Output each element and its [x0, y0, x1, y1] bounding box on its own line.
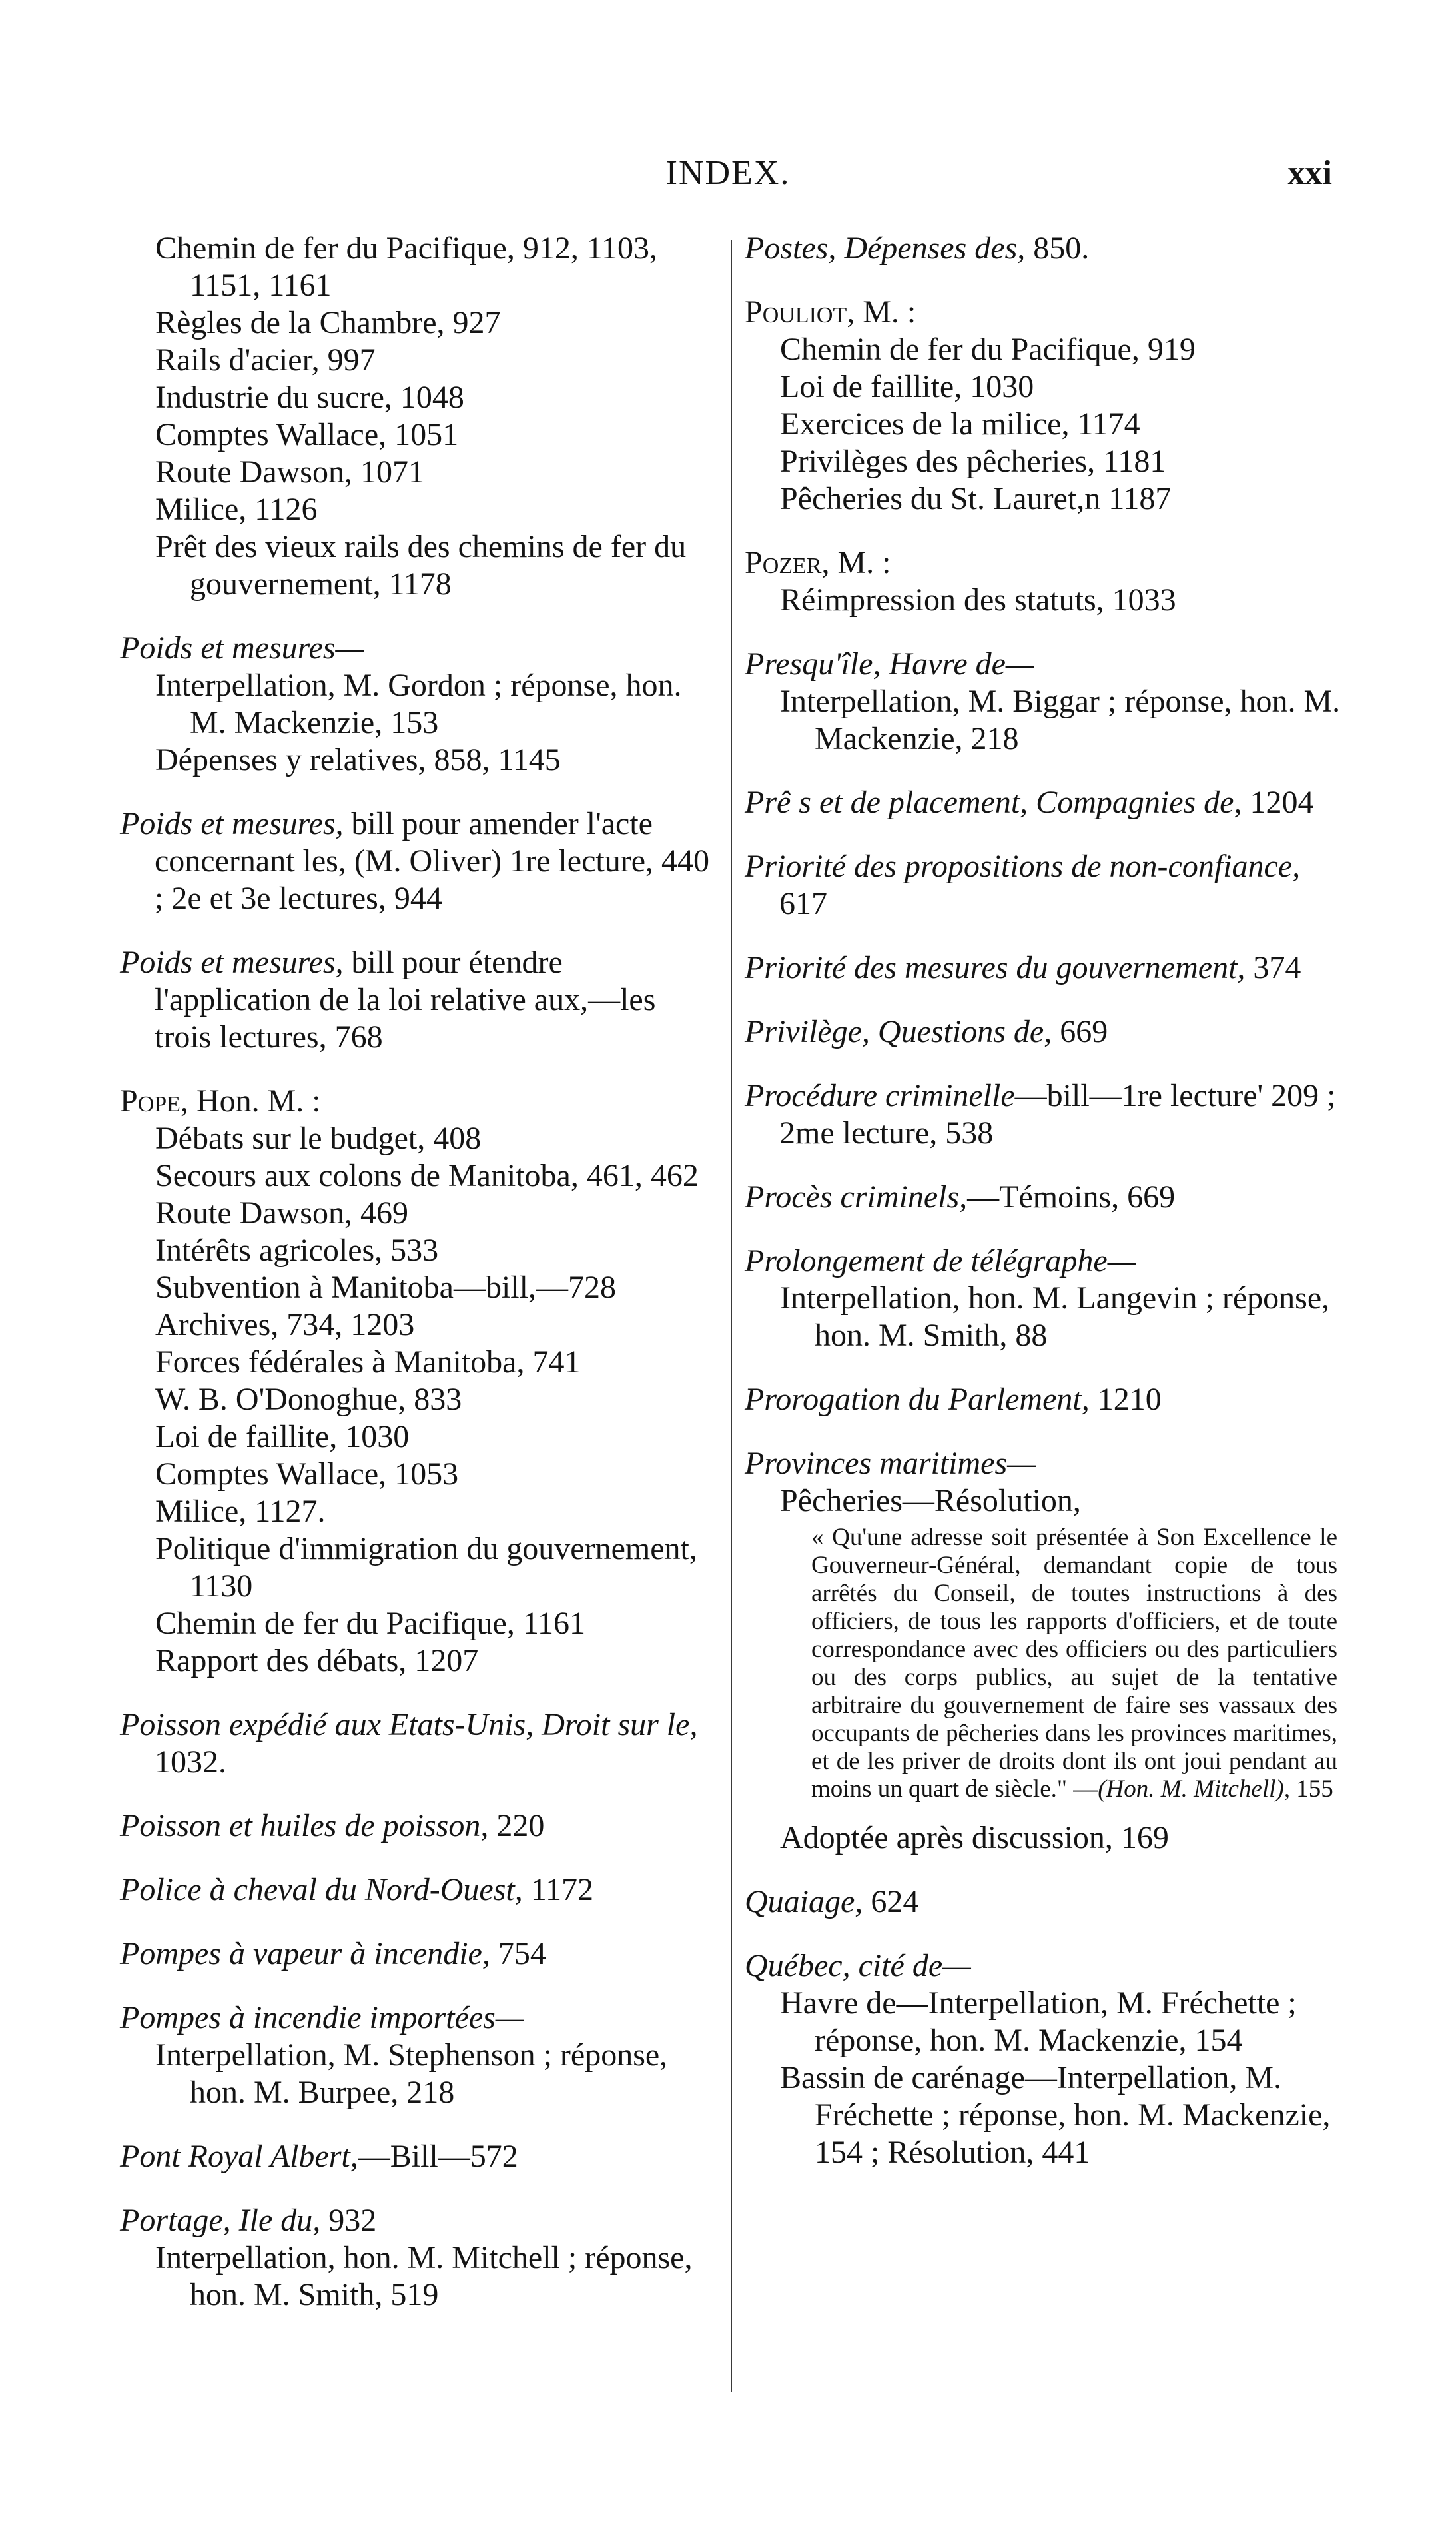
- heading-name: Pouliot: [745, 294, 847, 330]
- heading-title: Prê s et de placement, Compagnies de,: [745, 785, 1242, 820]
- index-subentry: Archives, 734, 1203: [155, 1307, 415, 1342]
- heading-title: Procédure criminelle: [745, 1078, 1015, 1113]
- index-subentry: Route Dawson, 1071: [155, 454, 424, 490]
- index-subentry: Milice, 1127.: [155, 1494, 326, 1529]
- index-quote: [745, 1524, 1344, 1803]
- index-subentry: Rails d'acier, 997: [155, 342, 376, 378]
- index-heading: [745, 1013, 1344, 1051]
- heading-rest: 617: [779, 886, 827, 921]
- heading-title: Priorité des propositions de non-confiance,: [745, 849, 1301, 884]
- heading-rest: —Bill—572: [358, 2139, 518, 2174]
- index-heading: [120, 1999, 719, 2037]
- left-column: [120, 230, 719, 2314]
- heading-title: Poids et mesures,: [120, 806, 344, 841]
- heading-rest: 754: [490, 1936, 546, 1971]
- heading-rest: 932: [320, 2203, 377, 2238]
- index-heading: [745, 1243, 1344, 1280]
- quote-page: 155: [1289, 1775, 1333, 1803]
- index-subentry: Milice, 1126: [155, 492, 318, 527]
- index-heading: [120, 1871, 719, 1909]
- index-subentry: Loi de faillite, 1030: [155, 1419, 410, 1454]
- index-subentry: Prêt des vieux rails des chemins de fer du gouvernement, 1178: [155, 529, 687, 602]
- heading-title: Postes, Dépenses des,: [745, 231, 1026, 266]
- index-subentry: Interpellation, M. Biggar ; réponse, hon. M. Mackenzie, 218: [780, 684, 1341, 756]
- heading-title: Prorogation du Parlement,: [745, 1382, 1090, 1417]
- index-heading: [745, 294, 1344, 331]
- index-subentry: Havre de—Interpellation, M. Fréchette ; réponse, hon. M. Mackenzie, 154: [780, 1985, 1297, 2058]
- index-subentry: W. B. O'Donoghue, 833: [155, 1382, 462, 1417]
- index-heading: [745, 1883, 1344, 1921]
- heading-title: Pont Royal Albert,: [120, 2139, 358, 2174]
- index-heading: [745, 544, 1344, 582]
- heading-rest: 1032.: [155, 1744, 226, 1779]
- index-heading: [120, 1083, 719, 1120]
- index-subentry: Route Dawson, 469: [155, 1195, 408, 1231]
- index-heading: [745, 848, 1344, 923]
- heading-title: Prolongement de télégraphe—: [745, 1243, 1136, 1278]
- heading-name: Pope: [120, 1083, 181, 1119]
- heading-title: Priorité des mesures du gouvernement,: [745, 950, 1246, 985]
- heading-title: Poisson expédié aux Etats-Unis, Droit sur le,: [120, 1707, 698, 1742]
- heading-rest: bill pour amender l'acte concernant les, (M. Oliver) 1re lecture, 440 ; 2e et 3e lectures, 944: [155, 806, 709, 916]
- index-heading: [120, 2138, 719, 2175]
- index-subentry: Interpellation, M. Stephenson ; réponse, hon. M. Burpee, 218: [155, 2037, 668, 2110]
- index-subentry: Interpellation, hon. M. Mitchell ; réponse, hon. M. Smith, 519: [155, 2240, 693, 2312]
- index-heading: [120, 630, 719, 667]
- index-subentry: Chemin de fer du Pacifique, 1161: [155, 1606, 586, 1641]
- heading-rest: 220: [488, 1808, 545, 1843]
- heading-title: Portage, Ile du,: [120, 2203, 321, 2238]
- index-heading: [745, 646, 1344, 683]
- index-subentry: Industrie du sucre, 1048: [155, 380, 464, 415]
- heading-title: Poisson et huiles de poisson,: [120, 1808, 489, 1843]
- index-subentry: Loi de faillite, 1030: [780, 369, 1034, 404]
- page-header-title: INDEX.: [665, 154, 791, 192]
- index-heading: [120, 805, 719, 917]
- heading-rest: 850.: [1025, 231, 1090, 266]
- index-heading: [745, 1179, 1344, 1216]
- index-subentry: Comptes Wallace, 1053: [155, 1456, 459, 1492]
- column-divider: [731, 240, 732, 2392]
- heading-title: Québec, cité de—: [745, 1948, 971, 1983]
- index-heading: [745, 1077, 1344, 1152]
- heading-title: Quaiage,: [745, 1884, 863, 1919]
- index-heading: [120, 1706, 719, 1781]
- index-subentry: Rapport des débats, 1207: [155, 1643, 479, 1678]
- heading-rest: , M. :: [821, 545, 891, 580]
- index-subentry: Subvention à Manitoba—bill,—728: [155, 1270, 616, 1305]
- index-heading: [120, 1807, 719, 1845]
- heading-rest: 1204: [1242, 785, 1314, 820]
- index-subentry: Chemin de fer du Pacifique, 919: [780, 332, 1196, 367]
- quote-text: « Qu'une adresse soit présentée à Son Excellence le Gouverneur-Général, demandant copie de tous arrêtés du Conseil, de toutes instructions à des officiers, de tous les rapports d'officiers, et de toute correspondance avec des officiers ou des particuliers ou des corps publics, au sujet de la tentative arbitraire du gouvernement de faire ses vassaux des occupants de pêcheries dans les provinces maritimes, et de les priver de droits dont ils ont joui pendant au moins un quart de siècle." —: [811, 1524, 1337, 1803]
- heading-rest: , Hon. M. :: [180, 1083, 321, 1119]
- heading-rest: 624: [863, 1884, 919, 1919]
- heading-title: Pompes à incendie importées—: [120, 2000, 524, 2035]
- index-subentry: Pêcheries—Résolution,: [780, 1483, 1081, 1518]
- heading-title: Privilège, Questions de,: [745, 1014, 1052, 1049]
- heading-rest: —Témoins, 669: [967, 1179, 1176, 1215]
- heading-title: Police à cheval du Nord-Ouest,: [120, 1872, 523, 1907]
- heading-title: Procès criminels,: [745, 1179, 968, 1215]
- index-subentry: Forces fédérales à Manitoba, 741: [155, 1344, 581, 1380]
- index-heading: [745, 230, 1344, 267]
- index-heading: [745, 1947, 1344, 1985]
- index-subentry: Pêcheries du St. Lauret,n 1187: [780, 481, 1172, 516]
- right-column: [745, 230, 1344, 2171]
- index-subentry: Comptes Wallace, 1051: [155, 417, 459, 452]
- index-heading: [120, 944, 719, 1056]
- index-subentry: Politique d'immigration du gouvernement, 1130: [155, 1531, 697, 1604]
- heading-name: Pozer: [745, 545, 822, 580]
- index-heading: [745, 1445, 1344, 1482]
- heading-title: Poids et mesures,: [120, 945, 344, 980]
- index-heading: [745, 1381, 1344, 1418]
- index-subentry: Intérêts agricoles, 533: [155, 1233, 439, 1268]
- index-subentry: Adoptée après discussion, 169: [780, 1820, 1169, 1855]
- heading-rest: bill pour étendre l'application de la loi relative aux,—les trois lectures, 768: [155, 945, 656, 1055]
- index-subentry: Exercices de la milice, 1174: [780, 406, 1140, 442]
- quote-citation: (Hon. M. Mitchell),: [1098, 1775, 1290, 1803]
- heading-rest: 374: [1245, 950, 1301, 985]
- index-subentry: Interpellation, M. Gordon ; réponse, hon. M. Mackenzie, 153: [155, 668, 682, 740]
- index-subentry: Interpellation, hon. M. Langevin ; réponse, hon. M. Smith, 88: [780, 1280, 1330, 1353]
- index-subentry: Bassin de carénage—Interpellation, M. Fréchette ; réponse, hon. M. Mackenzie, 154 ; Résolution, 441: [780, 2060, 1331, 2170]
- index-subentry: Débats sur le budget, 408: [155, 1121, 482, 1156]
- index-subentry: Secours aux colons de Manitoba, 461, 462: [155, 1158, 699, 1193]
- index-subentry: Privilèges des pêcheries, 1181: [780, 444, 1166, 479]
- index-heading: [745, 784, 1344, 821]
- index-subentry: Règles de la Chambre, 927: [155, 305, 501, 340]
- index-heading: [745, 949, 1344, 987]
- heading-title: Provinces maritimes—: [745, 1446, 1036, 1481]
- index-subentry: Dépenses y relatives, 858, 1145: [155, 742, 561, 777]
- heading-rest: 669: [1052, 1014, 1108, 1049]
- heading-rest: 1210: [1089, 1382, 1162, 1417]
- heading-rest: , M. :: [847, 294, 916, 330]
- heading-title: Presqu'île, Havre de—: [745, 646, 1034, 682]
- index-subentry: Réimpression des statuts, 1033: [780, 582, 1176, 618]
- index-heading: [120, 1935, 719, 1973]
- index-heading: [120, 2202, 719, 2239]
- heading-rest: 1172: [522, 1872, 593, 1907]
- page-number: xxi: [1287, 154, 1332, 192]
- heading-title: Poids et mesures—: [120, 630, 364, 666]
- heading-title: Pompes à vapeur à incendie,: [120, 1936, 490, 1971]
- heading-rest: —bill—1re lecture' 209 ; 2me lecture, 538: [779, 1078, 1336, 1151]
- index-subentry: Chemin de fer du Pacifique, 912, 1103, 1151, 1161: [155, 231, 658, 303]
